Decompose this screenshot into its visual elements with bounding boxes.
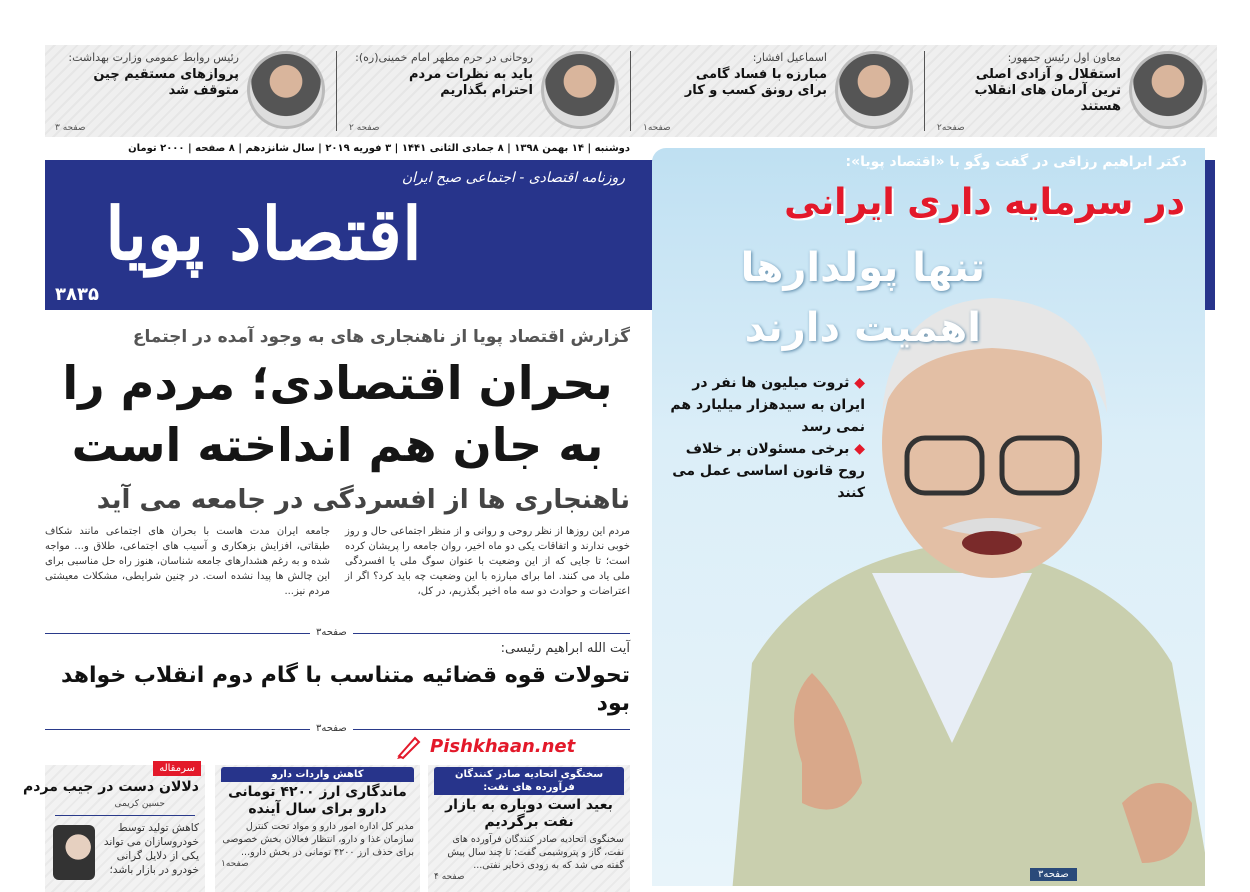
avatar (247, 51, 325, 129)
author: حسین کریمی (114, 799, 165, 809)
feature-bullet (655, 438, 865, 504)
avatar (835, 51, 913, 129)
feature-title-line: تنها پولدارها (740, 245, 985, 291)
teaser-4[interactable] (45, 45, 335, 137)
feature-bullet (655, 372, 865, 438)
divider (630, 51, 631, 131)
feature-title-white (741, 238, 985, 358)
teaser-kicker: اسماعیل افشار: (752, 51, 827, 64)
bullet-text: برخی مسئولان بر خلاف روح قانون اساسی عمل می کنند (672, 441, 865, 501)
box-headline: ماندگاری ارز ۴۲۰۰ تومانی دارو برای سال آینده (228, 784, 407, 817)
box-headline: بعید است دوباره به بازار نفت برگردیم (445, 797, 613, 830)
divider (336, 51, 337, 131)
news-box-medicine[interactable] (215, 765, 420, 892)
avatar (541, 51, 619, 129)
feature-bullets (655, 372, 865, 504)
newspaper-logo: اقتصاد پویا (105, 191, 422, 276)
second-kicker: آیت الله ابراهیم رئیسی: (500, 641, 630, 656)
feature-page-ref: صفحه۳ (1030, 868, 1077, 881)
box-label: سخنگوی اتحادیه صادر کنندگان فرآورده های نفت: (434, 767, 624, 795)
masthead (45, 160, 645, 310)
feature-title-line: اهمیت دارند (744, 305, 981, 351)
watermark: Pishkhaan.net (430, 736, 576, 757)
second-page-ref: صفحه۳ (310, 722, 353, 736)
box-text: سخنگوی اتحادیه صادر کنندگان فرآورده های نفت، گاز و پتروشیمی گفت: تا چند سال پیش گفته می شد که به زودی ذخایر نفتی... (447, 834, 624, 871)
teaser-kicker: معاون اول رئیس جمهور: (1007, 51, 1121, 64)
teaser-headline: استقلال و آزادی اصلی ترین آرمان های انقلاب هستند (974, 67, 1121, 114)
feature-kicker: دکتر ابراهیم رزاقی در گفت وگو با «اقتصاد پویا»: (845, 154, 1187, 170)
lead-column-left: جامعه ایران مدت هاست با بحران های اجتماعی مانند شکاف طبقاتی، افزایش بزهکاری و آسیب های اجتماعی، طلاق و... مواجه شده و به رغم هشدارهای جامعه شناسان، هنوز راه حل مناسبی برای این چالش ها پیدا نشده است. در چنین شرایطی، مشکلات معیشتی مردم نیز... (45, 526, 330, 597)
teaser-strip (45, 45, 1217, 137)
headline-line: بحران اقتصادی؛ مردم را (62, 356, 613, 410)
lead-subhead: ناهنجاری ها از افسردگی در جامعه می آید (96, 485, 630, 515)
teaser-2[interactable] (633, 45, 923, 137)
teaser-page: صفحه۲ (937, 123, 965, 133)
divider (55, 815, 195, 816)
editorial-box[interactable] (23, 763, 205, 892)
masthead-subtitle: روزنامه اقتصادی - اجتماعی صبح ایران (401, 170, 625, 186)
teaser-headline: باید به نظرات مردم احترام بگذاریم (409, 67, 533, 98)
box-page: صفحه ۴ (434, 872, 465, 882)
teaser-headline: مبارزه با فساد گامی برای رونق کسب و کار (684, 67, 827, 98)
teaser-kicker: روحانی در حرم مطهر امام خمینی(ره): (355, 51, 533, 64)
lead-kicker: گزارش اقتصاد پویا از ناهنجاری های به وجود آمده در اجتماع (132, 327, 630, 347)
avatar (1129, 51, 1207, 129)
box-page: صفحه۱ (221, 859, 249, 869)
diamond-icon: ◆ (849, 441, 865, 457)
lead-headline[interactable] (45, 352, 630, 476)
headline-line: به جان هم انداخته است (71, 418, 604, 472)
teaser-1[interactable] (927, 45, 1217, 137)
box-text: کاهش تولید توسط خودروسازان می تواند یکی از دلایل گرانی خودرو در بازار باشد؛ (103, 822, 199, 876)
author-photo (53, 825, 95, 880)
box-label: کاهش واردات دارو (221, 767, 414, 782)
box-text: مدیر کل اداره امور دارو و مواد تحت کنترل سازمان غذا و دارو، انتظار فعالان بخش خصوصی برای حذف ارز ۴۲۰۰ تومانی در بخش دارو... (222, 821, 414, 858)
box-headline: دلالان دست در جیب مردم (23, 779, 199, 795)
teaser-page: صفحه۱ (643, 123, 671, 133)
watermark-logo (395, 734, 423, 760)
feature-title-red: در سرمایه داری ایرانی (784, 182, 1185, 223)
teaser-page: صفحه ۲ (349, 123, 380, 133)
editorial-label: سرمقاله (153, 761, 201, 776)
divider (924, 51, 925, 131)
second-headline[interactable]: تحولات قوه قضائیه متناسب با گام دوم انقلاب خواهد بود (61, 663, 630, 716)
issue-number: ۳۸۳۵ (55, 284, 99, 305)
diamond-icon: ◆ (849, 375, 865, 391)
lead-page-ref: صفحه۳ (310, 626, 353, 640)
teaser-3[interactable] (339, 45, 629, 137)
news-box-oil[interactable] (428, 765, 630, 892)
lead-column-right: مردم این روزها از نظر روحی و روانی و از منظر اجتماعی حال و روز خوبی ندارند و اتفاقات یکی دو ماه اخیر، روان جامعه را پریشان کرده است؛ تا جایی که از این وضعیت با عنوان سوگ ملی یا افسردگی ملی یاد می کنند. اما برای مبارزه با این وضعیت چه باید کرد؟ اگر از اعتراضات و حوادث دو سه ماه اخیر بگذریم، در کل، (345, 526, 630, 597)
bullet-text: ثروت میلیون ها نفر در ایران به سیدهزار میلیارد هم نمی رسد (670, 375, 865, 435)
teaser-kicker: رئیس روابط عمومی وزارت بهداشت: (68, 51, 239, 64)
dateline: دوشنبه | ۱۴ بهمن ۱۳۹۸ | ۸ جمادی الثانی ۱۴۴۱ | ۳ فوریه ۲۰۱۹ | سال شانزدهم | ۸ صفحه | ۲۰۰۰ تومان (128, 143, 630, 154)
feature-panel[interactable] (652, 148, 1205, 886)
teaser-headline: پروازهای مستقیم چین متوقف شد (93, 67, 239, 98)
teaser-page: صفحه ۳ (55, 123, 86, 133)
